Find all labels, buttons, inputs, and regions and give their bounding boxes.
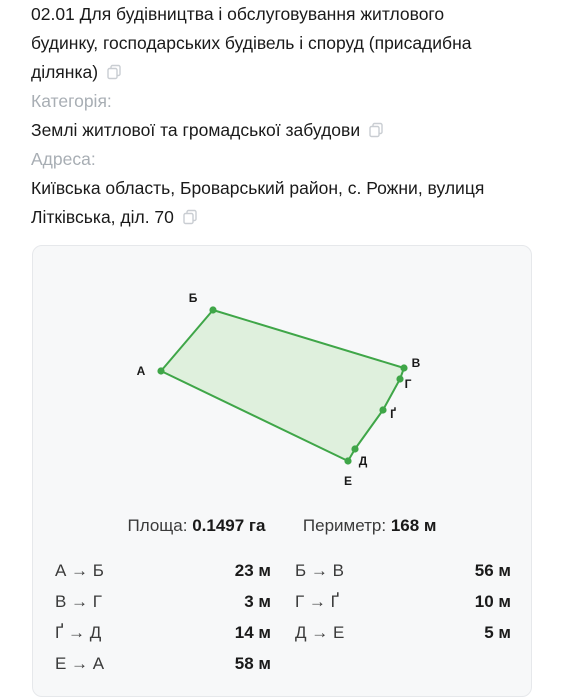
address-label: Адреса: (31, 149, 96, 169)
copy-icon[interactable] (106, 64, 122, 80)
vertex-point (344, 457, 351, 464)
segment-label: В → Г (55, 592, 102, 611)
parcel-stats (33, 516, 531, 536)
perimeter-value: 168 м (390, 516, 437, 535)
vertex-point (209, 306, 216, 313)
segment-label: Ґ → Д (55, 623, 102, 642)
address-line-2 (31, 203, 541, 232)
category-label: Категорія: (31, 91, 112, 111)
copy-icon[interactable] (182, 209, 198, 225)
vertex-label: Е (343, 474, 353, 488)
parcel-card (32, 245, 532, 697)
purpose-line-1: 02.01 Для будівництва і обслуговування житлового (31, 4, 445, 24)
segment-value: 23 м (234, 561, 271, 580)
vertex-label: Д (358, 454, 368, 468)
vertex-point (351, 445, 358, 452)
segment-value: 56 м (474, 561, 511, 580)
segment-label: А → Б (55, 561, 104, 580)
segment-label: Е → А (55, 654, 105, 673)
segment-label: Д → Е (295, 623, 345, 642)
purpose-line-3 (31, 58, 541, 87)
vertex-label: А (136, 364, 146, 378)
vertex-label: В (411, 356, 421, 370)
address-line-1: Київська область, Броварський район, с. Рожни, вулиця (31, 178, 485, 198)
segment-value: 3 м (244, 592, 271, 611)
segment-label: Г → Ґ (295, 592, 339, 611)
parcel-info (31, 0, 541, 232)
area-label: Площа: (127, 516, 188, 535)
segment-label: Б → В (295, 561, 344, 580)
address-line-2-text: Літківська, діл. 70 (31, 207, 174, 227)
purpose-line-2: будинку, господарських будівель і споруд (присадибна (31, 33, 472, 53)
segment-value: 5 м (484, 623, 511, 642)
category-value-text: Землі житлової та громадської забудови (31, 120, 361, 140)
vertex-point (400, 364, 407, 371)
parcel-polygon (161, 310, 404, 461)
vertex-label: Г (404, 377, 412, 391)
parcel-polygon-plot (33, 246, 533, 506)
vertex-point (157, 367, 164, 374)
vertex-point (379, 406, 386, 413)
segment-value: 14 м (234, 623, 271, 642)
purpose-line-3-text: ділянка) (31, 62, 99, 82)
vertex-label: Б (188, 291, 198, 305)
perimeter-label: Периметр: (302, 516, 387, 535)
segment-value: 10 м (474, 592, 511, 611)
area-value: 0.1497 га (192, 516, 266, 535)
vertex-label: Ґ (390, 407, 396, 421)
vertex-point (396, 375, 403, 382)
segment-value: 58 м (234, 654, 271, 673)
copy-icon[interactable] (368, 122, 384, 138)
category-value (31, 116, 541, 145)
